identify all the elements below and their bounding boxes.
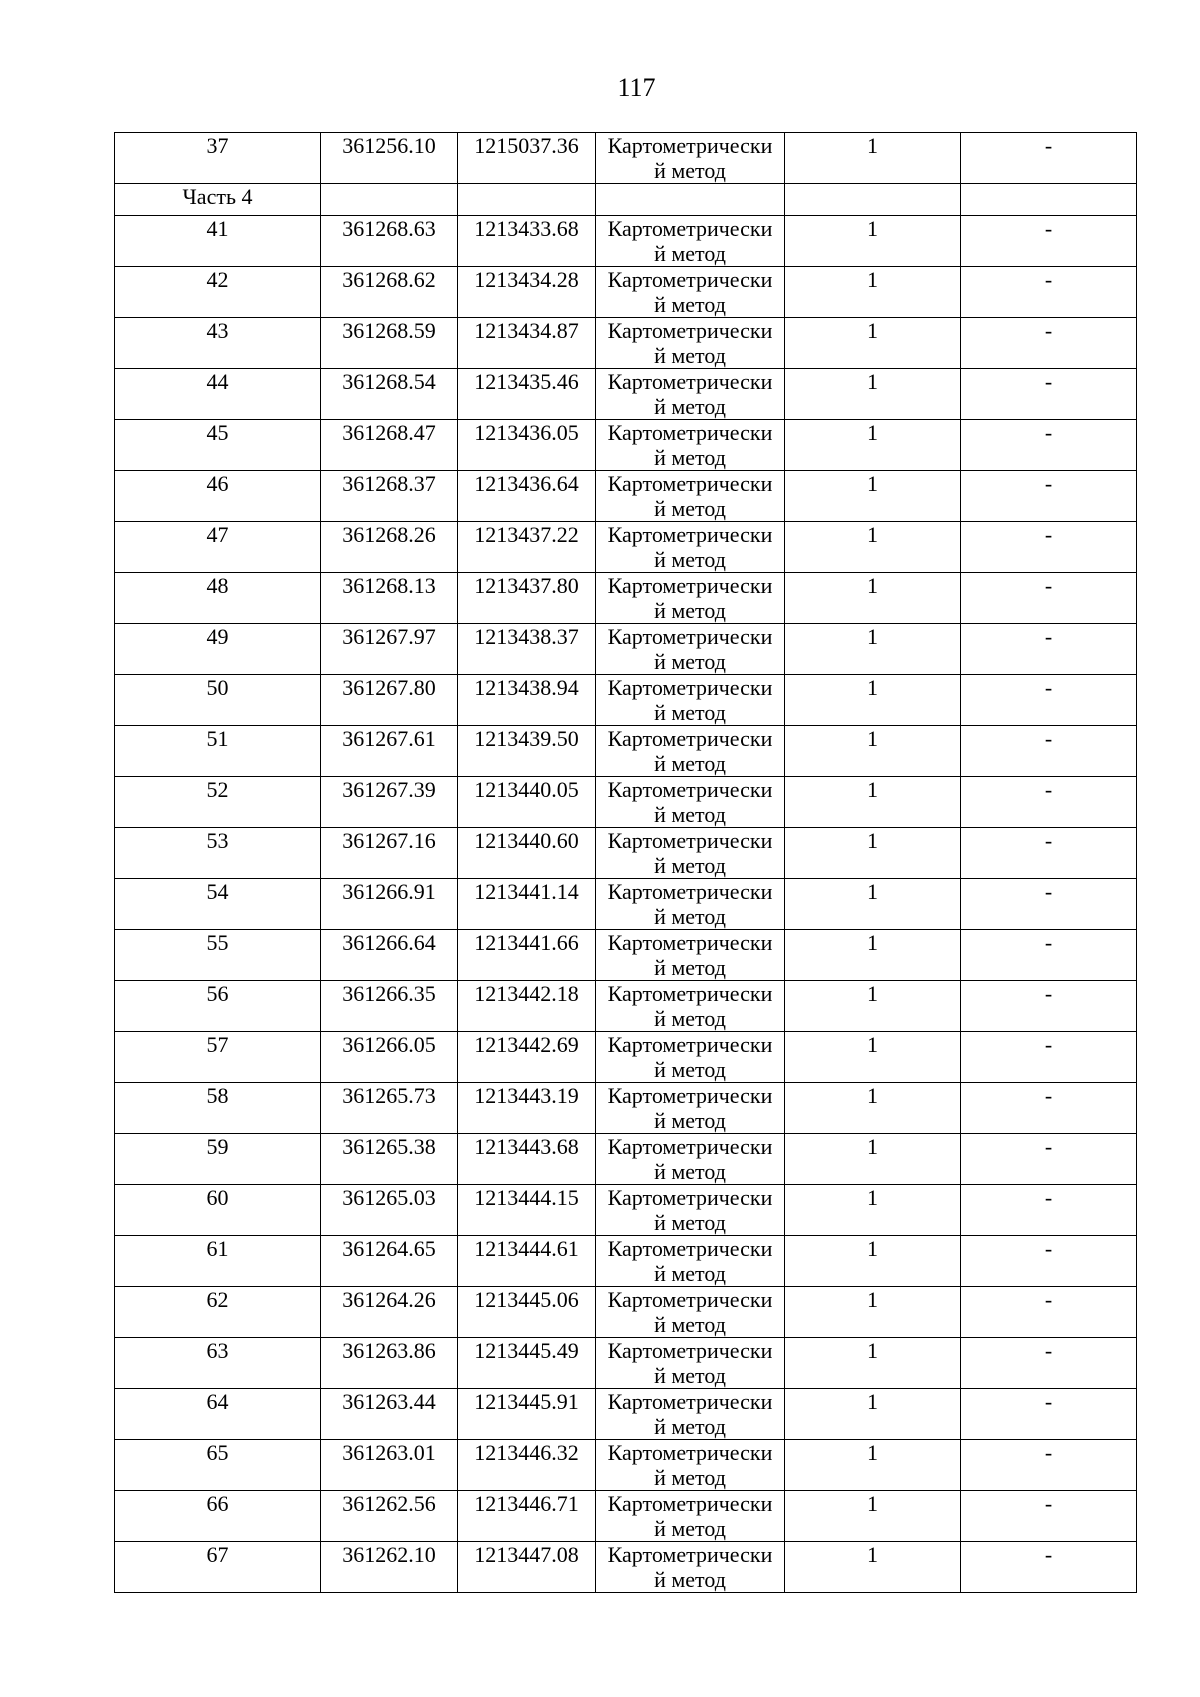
point-number-cell: 47 bbox=[115, 522, 321, 573]
method-cell bbox=[596, 573, 785, 624]
method-line-1: Картометрически bbox=[607, 216, 773, 241]
description-cell: - bbox=[961, 573, 1137, 624]
description-cell: - bbox=[961, 216, 1137, 267]
accuracy-cell: 1 bbox=[785, 1032, 961, 1083]
method-line-1: Картометрически bbox=[607, 1236, 773, 1261]
x-coordinate-cell: 361265.73 bbox=[321, 1083, 458, 1134]
table-row bbox=[115, 1440, 1137, 1491]
description-cell: - bbox=[961, 267, 1137, 318]
x-coordinate-cell: 361267.16 bbox=[321, 828, 458, 879]
y-coordinate-cell: 1213435.46 bbox=[458, 369, 596, 420]
point-number-cell: 43 bbox=[115, 318, 321, 369]
x-coordinate-cell: 361268.37 bbox=[321, 471, 458, 522]
point-number-cell: 63 bbox=[115, 1338, 321, 1389]
accuracy-cell: 1 bbox=[785, 1440, 961, 1491]
y-coordinate-cell: 1213437.80 bbox=[458, 573, 596, 624]
y-coordinate-cell: 1213441.66 bbox=[458, 930, 596, 981]
accuracy-cell: 1 bbox=[785, 267, 961, 318]
point-number-cell: 49 bbox=[115, 624, 321, 675]
method-cell bbox=[596, 726, 785, 777]
method-line-2: й метод bbox=[654, 751, 726, 776]
x-coordinate-cell: 361267.61 bbox=[321, 726, 458, 777]
table-row bbox=[115, 420, 1137, 471]
point-number-cell: 37 bbox=[115, 133, 321, 184]
method-line-1: Картометрически bbox=[607, 1542, 773, 1567]
empty-cell bbox=[321, 184, 458, 216]
point-number-cell: 52 bbox=[115, 777, 321, 828]
method-line-2: й метод bbox=[654, 1006, 726, 1031]
x-coordinate-cell: 361267.80 bbox=[321, 675, 458, 726]
method-line-1: Картометрически bbox=[607, 1491, 773, 1516]
method-cell bbox=[596, 1542, 785, 1593]
method-line-1: Картометрически bbox=[607, 1185, 773, 1210]
y-coordinate-cell: 1213444.61 bbox=[458, 1236, 596, 1287]
method-cell bbox=[596, 267, 785, 318]
method-line-2: й метод bbox=[654, 292, 726, 317]
x-coordinate-cell: 361267.97 bbox=[321, 624, 458, 675]
method-cell bbox=[596, 624, 785, 675]
method-line-2: й метод bbox=[654, 1261, 726, 1286]
x-coordinate-cell: 361263.86 bbox=[321, 1338, 458, 1389]
description-cell: - bbox=[961, 981, 1137, 1032]
table-row bbox=[115, 1134, 1137, 1185]
x-coordinate-cell: 361266.64 bbox=[321, 930, 458, 981]
table-row bbox=[115, 1236, 1137, 1287]
method-line-2: й метод bbox=[654, 1159, 726, 1184]
x-coordinate-cell: 361265.38 bbox=[321, 1134, 458, 1185]
description-cell: - bbox=[961, 777, 1137, 828]
table-row bbox=[115, 930, 1137, 981]
method-cell bbox=[596, 216, 785, 267]
method-line-1: Картометрически bbox=[607, 1134, 773, 1159]
point-number-cell: 55 bbox=[115, 930, 321, 981]
point-number-cell: 44 bbox=[115, 369, 321, 420]
point-number-cell: 46 bbox=[115, 471, 321, 522]
method-line-2: й метод bbox=[654, 1057, 726, 1082]
table-row bbox=[115, 624, 1137, 675]
description-cell: - bbox=[961, 1236, 1137, 1287]
method-line-2: й метод bbox=[654, 649, 726, 674]
accuracy-cell: 1 bbox=[785, 420, 961, 471]
method-line-2: й метод bbox=[654, 1108, 726, 1133]
y-coordinate-cell: 1213438.94 bbox=[458, 675, 596, 726]
accuracy-cell: 1 bbox=[785, 1338, 961, 1389]
point-number-cell: 61 bbox=[115, 1236, 321, 1287]
table-row bbox=[115, 1032, 1137, 1083]
table-row bbox=[115, 216, 1137, 267]
description-cell: - bbox=[961, 1491, 1137, 1542]
method-line-1: Картометрически bbox=[607, 133, 773, 158]
y-coordinate-cell: 1213446.32 bbox=[458, 1440, 596, 1491]
method-line-1: Картометрически bbox=[607, 318, 773, 343]
method-cell bbox=[596, 981, 785, 1032]
x-coordinate-cell: 361264.65 bbox=[321, 1236, 458, 1287]
method-line-2: й метод bbox=[654, 1414, 726, 1439]
method-line-2: й метод bbox=[654, 547, 726, 572]
method-line-2: й метод bbox=[654, 1210, 726, 1235]
method-line-1: Картометрически bbox=[607, 777, 773, 802]
y-coordinate-cell: 1213446.71 bbox=[458, 1491, 596, 1542]
method-line-1: Картометрически bbox=[607, 675, 773, 700]
description-cell: - bbox=[961, 471, 1137, 522]
point-number-cell: 45 bbox=[115, 420, 321, 471]
description-cell: - bbox=[961, 1287, 1137, 1338]
accuracy-cell: 1 bbox=[785, 624, 961, 675]
method-cell bbox=[596, 1338, 785, 1389]
method-line-1: Картометрически bbox=[607, 1389, 773, 1414]
method-cell bbox=[596, 879, 785, 930]
x-coordinate-cell: 361268.47 bbox=[321, 420, 458, 471]
accuracy-cell: 1 bbox=[785, 318, 961, 369]
method-line-2: й метод bbox=[654, 158, 726, 183]
point-number-cell: 60 bbox=[115, 1185, 321, 1236]
point-number-cell: 51 bbox=[115, 726, 321, 777]
accuracy-cell: 1 bbox=[785, 1542, 961, 1593]
accuracy-cell: 1 bbox=[785, 369, 961, 420]
table-row bbox=[115, 318, 1137, 369]
y-coordinate-cell: 1213447.08 bbox=[458, 1542, 596, 1593]
method-line-2: й метод bbox=[654, 394, 726, 419]
method-line-2: й метод bbox=[654, 1465, 726, 1490]
y-coordinate-cell: 1213436.05 bbox=[458, 420, 596, 471]
method-line-2: й метод bbox=[654, 904, 726, 929]
y-coordinate-cell: 1213445.91 bbox=[458, 1389, 596, 1440]
accuracy-cell: 1 bbox=[785, 1287, 961, 1338]
description-cell: - bbox=[961, 133, 1137, 184]
description-cell: - bbox=[961, 828, 1137, 879]
method-line-2: й метод bbox=[654, 1516, 726, 1541]
accuracy-cell: 1 bbox=[785, 777, 961, 828]
y-coordinate-cell: 1213438.37 bbox=[458, 624, 596, 675]
accuracy-cell: 1 bbox=[785, 573, 961, 624]
description-cell: - bbox=[961, 930, 1137, 981]
section-label: Часть 4 bbox=[115, 184, 321, 216]
point-number-cell: 62 bbox=[115, 1287, 321, 1338]
table-row bbox=[115, 1083, 1137, 1134]
method-line-1: Картометрически bbox=[607, 726, 773, 751]
y-coordinate-cell: 1213445.06 bbox=[458, 1287, 596, 1338]
table-row bbox=[115, 573, 1137, 624]
y-coordinate-cell: 1213443.19 bbox=[458, 1083, 596, 1134]
method-cell bbox=[596, 777, 785, 828]
empty-cell bbox=[596, 184, 785, 216]
method-line-1: Картометрически bbox=[607, 267, 773, 292]
point-number-cell: 53 bbox=[115, 828, 321, 879]
description-cell: - bbox=[961, 1440, 1137, 1491]
table-row bbox=[115, 267, 1137, 318]
x-coordinate-cell: 361268.54 bbox=[321, 369, 458, 420]
y-coordinate-cell: 1213436.64 bbox=[458, 471, 596, 522]
table-row bbox=[115, 1287, 1137, 1338]
y-coordinate-cell: 1213444.15 bbox=[458, 1185, 596, 1236]
method-cell bbox=[596, 420, 785, 471]
method-line-2: й метод bbox=[654, 343, 726, 368]
table-row bbox=[115, 879, 1137, 930]
description-cell: - bbox=[961, 1032, 1137, 1083]
x-coordinate-cell: 361264.26 bbox=[321, 1287, 458, 1338]
description-cell: - bbox=[961, 1338, 1137, 1389]
method-line-2: й метод bbox=[654, 700, 726, 725]
accuracy-cell: 1 bbox=[785, 1185, 961, 1236]
page-number: 117 bbox=[617, 73, 656, 102]
description-cell: - bbox=[961, 1134, 1137, 1185]
description-cell: - bbox=[961, 1083, 1137, 1134]
point-number-cell: 41 bbox=[115, 216, 321, 267]
point-number-cell: 64 bbox=[115, 1389, 321, 1440]
accuracy-cell: 1 bbox=[785, 216, 961, 267]
method-line-1: Картометрически bbox=[607, 930, 773, 955]
y-coordinate-cell: 1213433.68 bbox=[458, 216, 596, 267]
x-coordinate-cell: 361265.03 bbox=[321, 1185, 458, 1236]
accuracy-cell: 1 bbox=[785, 828, 961, 879]
accuracy-cell: 1 bbox=[785, 981, 961, 1032]
method-cell bbox=[596, 1185, 785, 1236]
y-coordinate-cell: 1213434.28 bbox=[458, 267, 596, 318]
accuracy-cell: 1 bbox=[785, 879, 961, 930]
method-line-1: Картометрически bbox=[607, 420, 773, 445]
accuracy-cell: 1 bbox=[785, 471, 961, 522]
x-coordinate-cell: 361256.10 bbox=[321, 133, 458, 184]
method-cell bbox=[596, 133, 785, 184]
method-line-2: й метод bbox=[654, 1567, 726, 1592]
coordinates-table bbox=[114, 132, 1137, 1593]
empty-cell bbox=[785, 184, 961, 216]
table-row bbox=[115, 369, 1137, 420]
method-cell bbox=[596, 828, 785, 879]
description-cell: - bbox=[961, 726, 1137, 777]
point-number-cell: 54 bbox=[115, 879, 321, 930]
y-coordinate-cell: 1213445.49 bbox=[458, 1338, 596, 1389]
y-coordinate-cell: 1213442.69 bbox=[458, 1032, 596, 1083]
empty-cell bbox=[458, 184, 596, 216]
method-line-1: Картометрически bbox=[607, 1287, 773, 1312]
method-cell bbox=[596, 1287, 785, 1338]
method-line-1: Картометрически bbox=[607, 522, 773, 547]
y-coordinate-cell: 1213442.18 bbox=[458, 981, 596, 1032]
table-row bbox=[115, 726, 1137, 777]
method-line-2: й метод bbox=[654, 802, 726, 827]
method-line-1: Картометрически bbox=[607, 624, 773, 649]
accuracy-cell: 1 bbox=[785, 522, 961, 573]
description-cell: - bbox=[961, 522, 1137, 573]
x-coordinate-cell: 361268.26 bbox=[321, 522, 458, 573]
method-line-2: й метод bbox=[654, 241, 726, 266]
x-coordinate-cell: 361268.63 bbox=[321, 216, 458, 267]
description-cell: - bbox=[961, 624, 1137, 675]
method-cell bbox=[596, 930, 785, 981]
y-coordinate-cell: 1215037.36 bbox=[458, 133, 596, 184]
method-cell bbox=[596, 318, 785, 369]
method-line-2: й метод bbox=[654, 598, 726, 623]
x-coordinate-cell: 361268.59 bbox=[321, 318, 458, 369]
y-coordinate-cell: 1213440.60 bbox=[458, 828, 596, 879]
point-number-cell: 66 bbox=[115, 1491, 321, 1542]
table-row bbox=[115, 1185, 1137, 1236]
method-cell bbox=[596, 1491, 785, 1542]
method-cell bbox=[596, 1083, 785, 1134]
empty-cell bbox=[961, 184, 1137, 216]
method-cell bbox=[596, 1134, 785, 1185]
x-coordinate-cell: 361268.13 bbox=[321, 573, 458, 624]
accuracy-cell: 1 bbox=[785, 1236, 961, 1287]
table-row bbox=[115, 1338, 1137, 1389]
description-cell: - bbox=[961, 369, 1137, 420]
method-line-2: й метод bbox=[654, 853, 726, 878]
table-row bbox=[115, 1542, 1137, 1593]
x-coordinate-cell: 361266.05 bbox=[321, 1032, 458, 1083]
accuracy-cell: 1 bbox=[785, 1083, 961, 1134]
method-line-1: Картометрически bbox=[607, 471, 773, 496]
method-line-2: й метод bbox=[654, 1312, 726, 1337]
x-coordinate-cell: 361266.91 bbox=[321, 879, 458, 930]
method-line-2: й метод bbox=[654, 955, 726, 980]
method-line-1: Картометрически bbox=[607, 573, 773, 598]
method-cell bbox=[596, 369, 785, 420]
method-cell bbox=[596, 1032, 785, 1083]
method-line-2: й метод bbox=[654, 1363, 726, 1388]
x-coordinate-cell: 361262.10 bbox=[321, 1542, 458, 1593]
method-line-1: Картометрически bbox=[607, 1338, 773, 1363]
point-number-cell: 56 bbox=[115, 981, 321, 1032]
method-cell bbox=[596, 1236, 785, 1287]
method-cell bbox=[596, 471, 785, 522]
table-row bbox=[115, 675, 1137, 726]
x-coordinate-cell: 361262.56 bbox=[321, 1491, 458, 1542]
method-cell bbox=[596, 1389, 785, 1440]
accuracy-cell: 1 bbox=[785, 675, 961, 726]
table-row bbox=[115, 133, 1137, 184]
description-cell: - bbox=[961, 420, 1137, 471]
method-line-1: Картометрически bbox=[607, 828, 773, 853]
table-row bbox=[115, 471, 1137, 522]
method-line-1: Картометрически bbox=[607, 1032, 773, 1057]
description-cell: - bbox=[961, 1542, 1137, 1593]
point-number-cell: 65 bbox=[115, 1440, 321, 1491]
point-number-cell: 42 bbox=[115, 267, 321, 318]
point-number-cell: 59 bbox=[115, 1134, 321, 1185]
x-coordinate-cell: 361263.01 bbox=[321, 1440, 458, 1491]
point-number-cell: 48 bbox=[115, 573, 321, 624]
accuracy-cell: 1 bbox=[785, 930, 961, 981]
method-line-1: Картометрически bbox=[607, 1440, 773, 1465]
method-line-2: й метод bbox=[654, 445, 726, 470]
x-coordinate-cell: 361266.35 bbox=[321, 981, 458, 1032]
accuracy-cell: 1 bbox=[785, 726, 961, 777]
x-coordinate-cell: 361263.44 bbox=[321, 1389, 458, 1440]
description-cell: - bbox=[961, 675, 1137, 726]
y-coordinate-cell: 1213443.68 bbox=[458, 1134, 596, 1185]
point-number-cell: 58 bbox=[115, 1083, 321, 1134]
accuracy-cell: 1 bbox=[785, 1134, 961, 1185]
method-line-1: Картометрически bbox=[607, 369, 773, 394]
x-coordinate-cell: 361267.39 bbox=[321, 777, 458, 828]
description-cell: - bbox=[961, 318, 1137, 369]
y-coordinate-cell: 1213437.22 bbox=[458, 522, 596, 573]
x-coordinate-cell: 361268.62 bbox=[321, 267, 458, 318]
y-coordinate-cell: 1213439.50 bbox=[458, 726, 596, 777]
accuracy-cell: 1 bbox=[785, 133, 961, 184]
table-row bbox=[115, 981, 1137, 1032]
table-row bbox=[115, 1491, 1137, 1542]
method-line-1: Картометрически bbox=[607, 1083, 773, 1108]
description-cell: - bbox=[961, 879, 1137, 930]
description-cell: - bbox=[961, 1389, 1137, 1440]
method-line-1: Картометрически bbox=[607, 981, 773, 1006]
y-coordinate-cell: 1213434.87 bbox=[458, 318, 596, 369]
table-row bbox=[115, 522, 1137, 573]
description-cell: - bbox=[961, 1185, 1137, 1236]
section-row bbox=[115, 184, 1137, 216]
point-number-cell: 50 bbox=[115, 675, 321, 726]
method-cell bbox=[596, 522, 785, 573]
y-coordinate-cell: 1213441.14 bbox=[458, 879, 596, 930]
point-number-cell: 57 bbox=[115, 1032, 321, 1083]
table-row bbox=[115, 1389, 1137, 1440]
method-cell bbox=[596, 675, 785, 726]
table-row bbox=[115, 777, 1137, 828]
accuracy-cell: 1 bbox=[785, 1389, 961, 1440]
y-coordinate-cell: 1213440.05 bbox=[458, 777, 596, 828]
method-cell bbox=[596, 1440, 785, 1491]
method-line-1: Картометрически bbox=[607, 879, 773, 904]
accuracy-cell: 1 bbox=[785, 1491, 961, 1542]
table-row bbox=[115, 828, 1137, 879]
point-number-cell: 67 bbox=[115, 1542, 321, 1593]
method-line-2: й метод bbox=[654, 496, 726, 521]
